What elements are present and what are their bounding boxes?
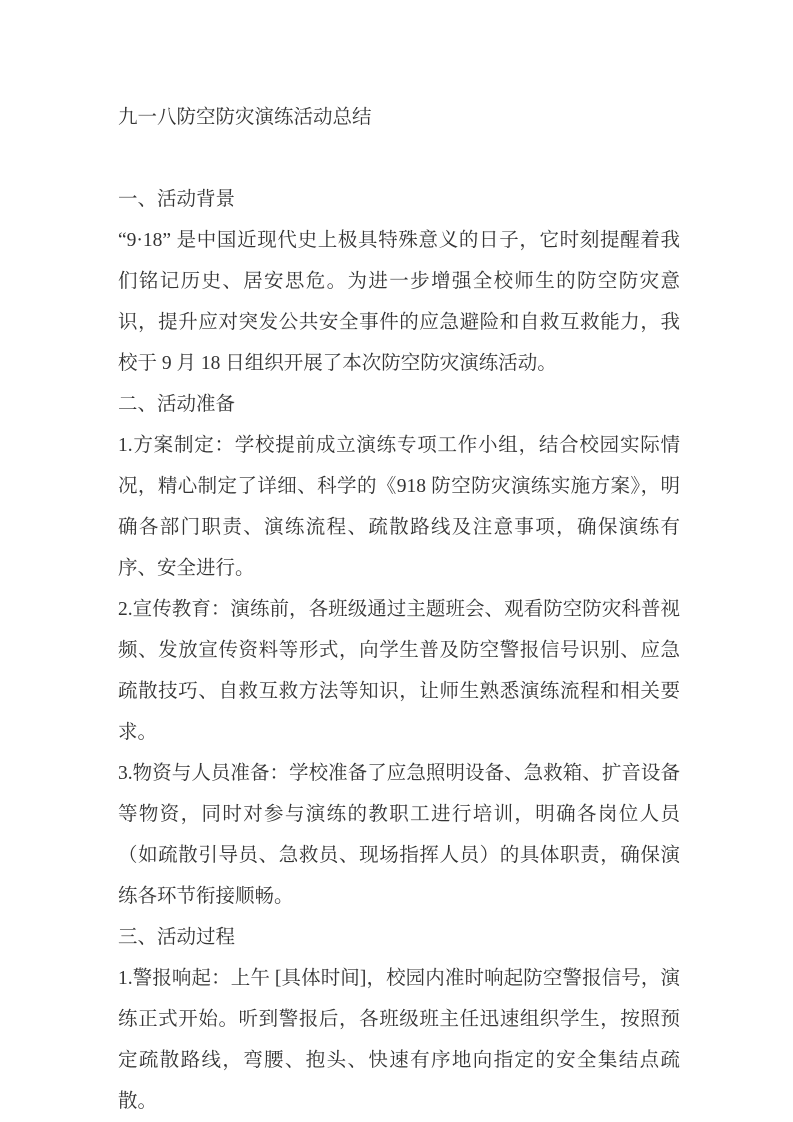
section-heading-preparation: 二、活动准备 xyxy=(118,394,236,415)
document-title: 九一八防空防灾演练活动总结 xyxy=(118,107,372,128)
section-heading-background: 一、活动背景 xyxy=(118,189,236,210)
paragraph-materials-personnel: 3.物资与人员准备：学校准备了应急照明设备、急救箱、扩音设备等物资，同时对参与演练的教职工进行培训，明确各岗位人员（如疏散引导员、急救员、现场指挥人员）的具体职责，确保演练各环节衔接顺畅。 xyxy=(118,763,680,907)
paragraph-plan-making: 1.方案制定：学校提前成立演练专项工作小组，结合校园实际情况，精心制定了详细、科学的《918 防空防灾演练实施方案》，明确各部门职责、演练流程、疏散路线及注意事项，确保演练有序、安全进行。 xyxy=(118,435,680,579)
blank-line xyxy=(118,138,680,179)
paragraph-publicity-education: 2.宣传教育：演练前，各班级通过主题班会、观看防空防灾科普视频、发放宣传资料等形式，向学生普及防空警报信号识别、应急疏散技巧、自救互救方法等知识，让师生熟悉演练流程和相关要求。 xyxy=(118,599,680,743)
paragraph-background: “9·18” 是中国近现代史上极具特殊意义的日子，它时刻提醒着我们铭记历史、居安思危。为进一步增强全校师生的防空防灾意识，提升应对突发公共安全事件的应急避险和自救互救能力，我校于 9 月 18 日组织开展了本次防空防灾演练活动。 xyxy=(118,230,680,374)
section-heading-process: 三、活动过程 xyxy=(118,927,236,948)
paragraph-alarm-sounding: 1.警报响起：上午 [具体时间]，校园内准时响起防空警报信号，演练正式开始。听到警报后，各班级班主任迅速组织学生，按照预定疏散路线，弯腰、抱头、快速有序地向指定的安全集结点疏散。 xyxy=(118,968,680,1112)
